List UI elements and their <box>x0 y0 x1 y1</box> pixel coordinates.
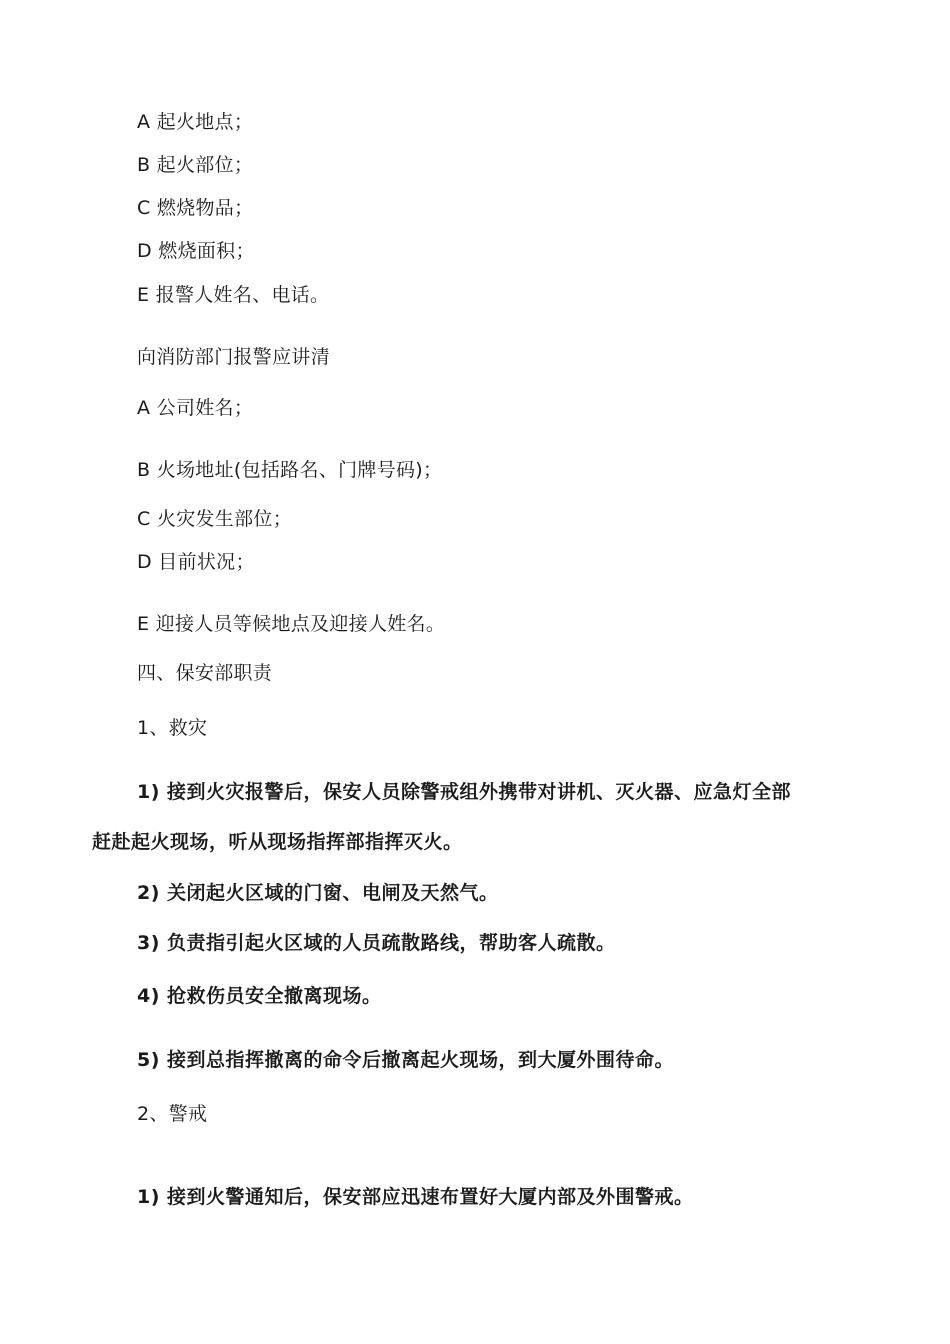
section-heading-fire-dept: 向消防部门报警应讲清 <box>137 346 331 368</box>
report-item-b: B 起火部位； <box>137 154 254 176</box>
subsection-heading-guard: 2、警戒 <box>137 1103 208 1125</box>
fire-dept-item-c: C 火灾发生部位； <box>137 508 293 530</box>
report-item-c: C 燃烧物品； <box>137 197 254 219</box>
fire-dept-item-d: D 目前状况； <box>137 551 255 573</box>
report-item-d: D 燃烧面积； <box>137 240 255 262</box>
rescue-step-3: 3) 负责指引起火区域的人员疏散路线，帮助客人疏散。 <box>137 932 616 954</box>
rescue-step-5: 5) 接到总指挥撤离的命令后撤离起火现场，到大厦外围待命。 <box>137 1049 675 1071</box>
rescue-step-1-continued: 赶赴起火现场，听从现场指挥部指挥灭火。 <box>92 831 463 853</box>
guard-step-1: 1) 接到火警通知后，保安部应迅速布置好大厦内部及外围警戒。 <box>137 1186 694 1208</box>
fire-dept-item-e: E 迎接人员等候地点及迎接人姓名。 <box>137 613 446 635</box>
report-item-e: E 报警人姓名、电话。 <box>137 284 330 306</box>
rescue-step-4: 4) 抢救伤员安全撤离现场。 <box>137 985 382 1007</box>
subsection-heading-rescue: 1、救灾 <box>137 717 208 739</box>
rescue-step-1: 1) 接到火灾报警后，保安人员除警戒组外携带对讲机、灭火器、应急灯全部 <box>137 781 792 803</box>
fire-dept-item-a: A 公司姓名； <box>137 397 254 419</box>
report-item-a: A 起火地点； <box>137 111 254 133</box>
rescue-step-2: 2) 关闭起火区域的门窗、电闸及天然气。 <box>137 882 499 904</box>
fire-dept-item-b: B 火场地址(包括路名、门牌号码)； <box>137 459 443 481</box>
section-heading-security-duties: 四、保安部职责 <box>137 662 273 684</box>
